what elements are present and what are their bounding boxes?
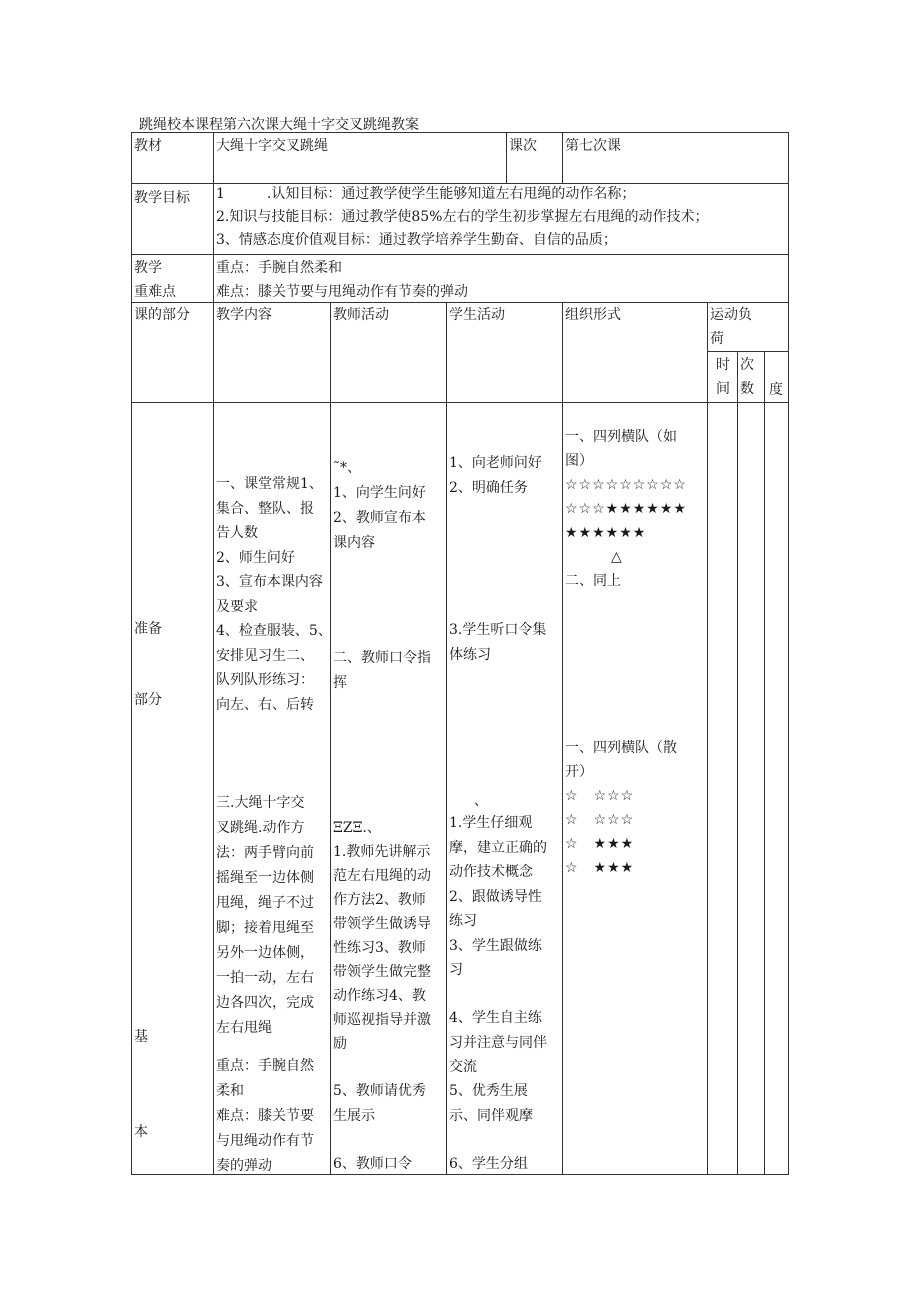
col-header-student: 学生活动 [449, 307, 505, 323]
col-header-load-line: 运动负 [710, 307, 752, 323]
content-line: 队列队形练习： [216, 672, 314, 688]
student-line: 5、优秀生展 [449, 1083, 528, 1099]
basic-content-key [216, 1054, 314, 1179]
basic-student-6: 6、学生分组 [449, 1156, 528, 1172]
basic-student-mark: 、 [474, 793, 488, 809]
teacher-line: ˜*、 [333, 460, 361, 476]
key-point: 重点：手腕自然柔和 [216, 260, 342, 276]
content-line: 左右甩绳 [216, 1020, 272, 1036]
teacher-line: 1、向学生问好 [333, 485, 426, 501]
formation-row: ☆ ★★★ [565, 860, 635, 876]
basic-part-label-1: 基 [134, 1029, 148, 1045]
material-label: 教材 [134, 138, 162, 154]
document-title: 跳绳校本课程第六次课大绳十字交叉跳绳教案 [139, 117, 419, 133]
teacher-line: 挥 [333, 675, 347, 691]
content-line: 摇绳至一边体侧 [216, 870, 314, 886]
key-points-label [134, 256, 176, 304]
student-line: 习并注意与同伴 [449, 1034, 547, 1051]
formation-row: ☆☆☆★★★★★★ [565, 501, 687, 517]
content-line: 法：两手臂向前 [216, 845, 314, 861]
student-line: 摩，建立正确的 [449, 839, 547, 856]
formation-row: ☆☆☆☆☆☆☆☆☆ [565, 477, 687, 493]
student-line: 3.学生听口令集 [449, 622, 547, 638]
content-line: 甩绳，绳子不过 [216, 895, 314, 911]
student-line: 2、明确任务 [449, 480, 528, 496]
basic-content [216, 791, 314, 1041]
teacher-line: 生展示 [333, 1108, 375, 1124]
objective-line: 2.知识与技能目标：通过教学使85%左右的学生初步掌握左右甩绳的动作技术； [216, 209, 709, 225]
col-header-time [716, 353, 730, 401]
teacher-line: 带领学生做完整 [333, 964, 431, 980]
content-line: 与甩绳动作有节 [216, 1133, 314, 1149]
col-header-count [740, 353, 754, 401]
prep-part-label-2: 部分 [134, 692, 162, 708]
content-line: 柔和 [216, 1083, 244, 1099]
teacher-line: 动作练习4、教 [333, 988, 426, 1004]
col-header-count-line: 数 [740, 381, 754, 397]
student-line: 3、学生跟做练 [449, 937, 542, 954]
objectives-label: 教学目标 [134, 190, 190, 206]
key-points-label-line: 教学 [134, 260, 162, 276]
col-header-time-line: 间 [716, 381, 730, 397]
content-line: 告人数 [216, 525, 258, 541]
content-line: 2、师生问好 [216, 549, 295, 566]
student-line: 2、跟做诱导性 [449, 888, 542, 905]
difficulty-point: 难点：膝关节要与甩绳动作有节奏的弹动 [216, 284, 468, 300]
teacher-line: 2、教师宣布本 [333, 510, 426, 526]
content-line: 集合、整队、报 [216, 500, 314, 517]
col-header-organization: 组织形式 [565, 307, 621, 323]
col-header-part: 课的部分 [134, 307, 190, 323]
prep-student-a [449, 451, 542, 501]
teacher-line: 作方法2、教师 [333, 892, 426, 908]
col-header-load [710, 303, 752, 351]
student-line: 动作技术概念 [449, 864, 533, 880]
organization-line: 图） [565, 453, 593, 469]
prep-teacher-b [333, 646, 431, 696]
content-line: 三.大绳十字交 [216, 795, 305, 811]
prep-content [216, 472, 332, 717]
lesson-number-label: 课次 [509, 138, 537, 154]
material-value: 大绳十字交叉跳绳 [216, 138, 328, 154]
teacher-line: 二、教师口令指 [333, 650, 431, 666]
basic-teacher-6: 6、教师口令 [333, 1156, 412, 1172]
content-line: 叉跳绳.动作方 [216, 820, 305, 836]
organization-line: 开） [565, 764, 593, 780]
teacher-position-triangle: △ [611, 549, 622, 565]
content-line: 一拍一动，左右 [216, 970, 314, 986]
content-line: 另外一边体侧， [216, 945, 314, 961]
basic-organization [565, 736, 677, 880]
student-line: 交流 [449, 1059, 477, 1075]
basic-part-label-2: 本 [134, 1124, 148, 1140]
basic-teacher [333, 816, 431, 1056]
content-line: 脚；接着甩绳至 [216, 920, 314, 936]
basic-student-4 [449, 1006, 547, 1080]
teacher-line: ΞΖΞ.、 [333, 820, 381, 836]
teacher-line: 范左右甩绳的动 [333, 868, 431, 884]
content-line: 及要求 [216, 598, 258, 615]
content-line: 向左、右、后转 [216, 696, 314, 713]
formation-row: ☆ ☆☆☆ [565, 788, 635, 804]
col-header-load-line: 荷 [710, 331, 724, 347]
objectives-text [216, 183, 708, 252]
student-line: 1、向老师问好 [449, 455, 542, 471]
lesson-number-value: 第七次课 [565, 138, 621, 154]
student-line: 练习 [449, 913, 477, 929]
basic-student-5 [449, 1079, 533, 1129]
key-points-text [216, 256, 468, 304]
key-points-label-line: 重难点 [134, 284, 176, 300]
organization-line: 一、四列横队（散 [565, 740, 677, 756]
prep-organization [565, 425, 687, 593]
teacher-line: 性练习3、教师 [333, 940, 426, 956]
basic-student [449, 811, 547, 983]
formation-row: ☆ ★★★ [565, 836, 635, 852]
col-header-content: 教学内容 [216, 307, 272, 323]
student-line: 示、同伴观摩 [449, 1108, 533, 1124]
col-header-teacher: 教师活动 [333, 307, 389, 323]
teacher-line: 1.教师先讲解示 [333, 844, 431, 860]
objective-line: 3、情感态度价值观目标：通过教学培养学生勤奋、自信的品质； [216, 232, 617, 248]
content-line: 一、课堂常规1、 [216, 476, 323, 492]
teacher-line: 励 [333, 1036, 347, 1052]
student-line: 体练习 [449, 647, 491, 663]
basic-teacher-5 [333, 1079, 426, 1129]
organization-line: 二、同上 [565, 573, 621, 589]
content-line: 安排见习生二、 [216, 647, 314, 664]
objective-line: 1 .认知目标：通过教学使学生能够知道左右甩绳的动作名称； [216, 186, 636, 202]
student-line: 习 [449, 962, 463, 978]
formation-row: ☆ ☆☆☆ [565, 812, 635, 828]
content-line: 重点：手腕自然 [216, 1058, 314, 1074]
content-line: 边各四次，完成 [216, 995, 314, 1011]
prep-part-label-1: 准备 [134, 621, 162, 637]
organization-line: 一、四列横队（如 [565, 429, 677, 445]
col-header-time-line: 时 [716, 357, 730, 373]
student-line: 4、学生自主练 [449, 1010, 542, 1026]
prep-student-b [449, 618, 546, 668]
prep-teacher-a [333, 456, 426, 556]
content-line: 3、宣布本课内容 [216, 574, 323, 590]
teacher-line: 5、教师请优秀 [333, 1083, 426, 1099]
student-line: 1.学生仔细观 [449, 815, 533, 831]
col-header-count-line: 次 [740, 357, 754, 373]
formation-row: ★★★★★★ [565, 525, 647, 541]
col-header-intensity: 度 [769, 382, 783, 398]
content-line: 奏的弹动 [216, 1158, 272, 1174]
teacher-line: 带领学生做诱导 [333, 916, 431, 932]
content-line: 难点：膝关节要 [216, 1108, 314, 1124]
teacher-line: 课内容 [333, 535, 375, 551]
content-line: 4、检查服装、5、 [216, 623, 332, 639]
teacher-line: 师巡视指导并激 [333, 1012, 431, 1028]
